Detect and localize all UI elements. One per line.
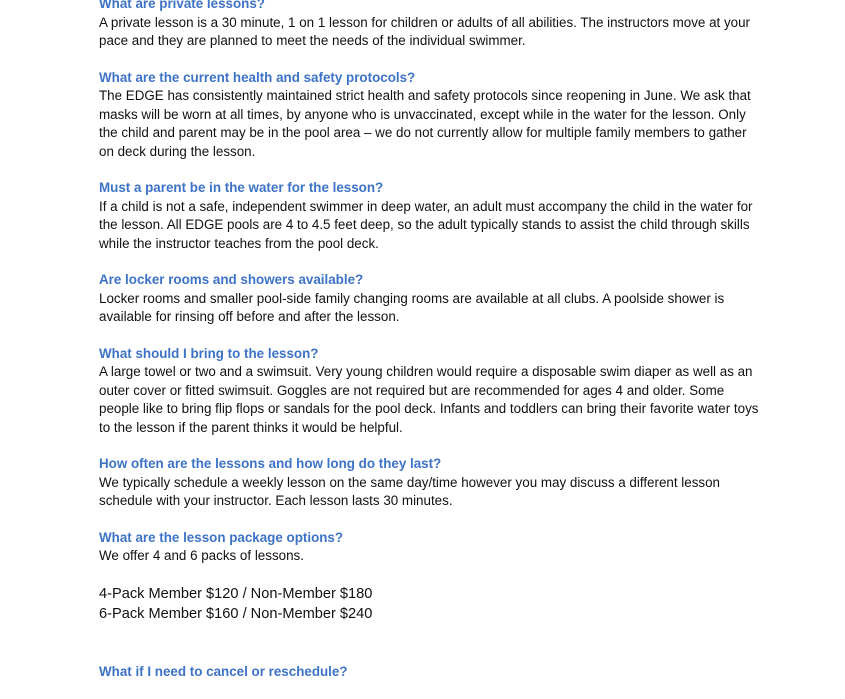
package-price-6-pack: 6-Pack Member $160 / Non-Member $240 (99, 606, 373, 622)
faq-item-cancel (99, 663, 759, 682)
faq-answer: The EDGE has consistently maintained strict health and safety protocols since reopening in June. We ask that masks will be worn at all times, by anyone who is unvaccinated, except while in the water for the lesson. Only the child and parent may be in the pool area – we do not currently allow for multiple family members to gather on deck during the lesson. (99, 88, 751, 159)
faq-answer: We typically schedule a weekly lesson on the same day/time however you may discuss a different lesson schedule with your instructor. Each lesson lasts 30 minutes. (99, 474, 720, 508)
faq-question: What if I need to cancel or reschedule? (99, 663, 348, 679)
faq-document (99, 0, 759, 699)
faq-item-packages (99, 529, 759, 625)
faq-item-parent-in-water (99, 179, 759, 253)
faq-item-private-lessons (99, 0, 759, 51)
faq-question: Must a parent be in the water for the lesson? (99, 180, 384, 195)
faq-answer: A private lesson is a 30 minute, 1 on 1 lesson for children or adults of all abilities. The instructors move at your pace and they are planned to meet the needs of the individual swimmer. (99, 14, 751, 48)
faq-question: What are private lessons? (99, 0, 265, 11)
faq-question: What should I bring to the lesson? (99, 345, 319, 361)
faq-answer: Locker rooms and smaller pool-side family changing rooms are available at all clubs. A poolside shower is available for rinsing off before and after the lesson. (99, 290, 725, 324)
package-price-4-pack: 4-Pack Member $120 / Non-Member $180 (99, 585, 373, 602)
faq-question: What are the current health and safety protocols? (99, 69, 416, 85)
faq-question: Are locker rooms and showers available? (99, 272, 364, 287)
faq-answer: A large towel or two and a swimsuit. Very young children would require a disposable swim diaper as well as an outer cover or fitted swimsuit. Goggles are not required but are recommended for ages 4 and older. Some people like to bring flip flops or sandals for the pool deck. Infants and toddlers can bring their favorite water toys to the lesson if the parent thinks it would be helpful. (99, 364, 759, 435)
faq-item-health-safety (99, 69, 759, 162)
faq-question: What are the lesson package options? (99, 529, 344, 545)
faq-answer: We offer 4 and 6 packs of lessons. (99, 548, 304, 563)
faq-question: How often are the lessons and how long do they last? (99, 456, 442, 471)
spacer (99, 625, 759, 663)
faq-item-what-to-bring (99, 345, 759, 438)
package-price-list (99, 584, 759, 625)
faq-item-locker-rooms (99, 271, 759, 327)
faq-item-lesson-frequency (99, 455, 759, 511)
faq-answer: If a child is not a safe, independent swimmer in deep water, an adult must accompany the child in the water for the lesson. All EDGE pools are 4 to 4.5 feet deep, so the adult typically stands to assist the child through skills while the instructor teaches from the pool deck. (99, 198, 753, 251)
